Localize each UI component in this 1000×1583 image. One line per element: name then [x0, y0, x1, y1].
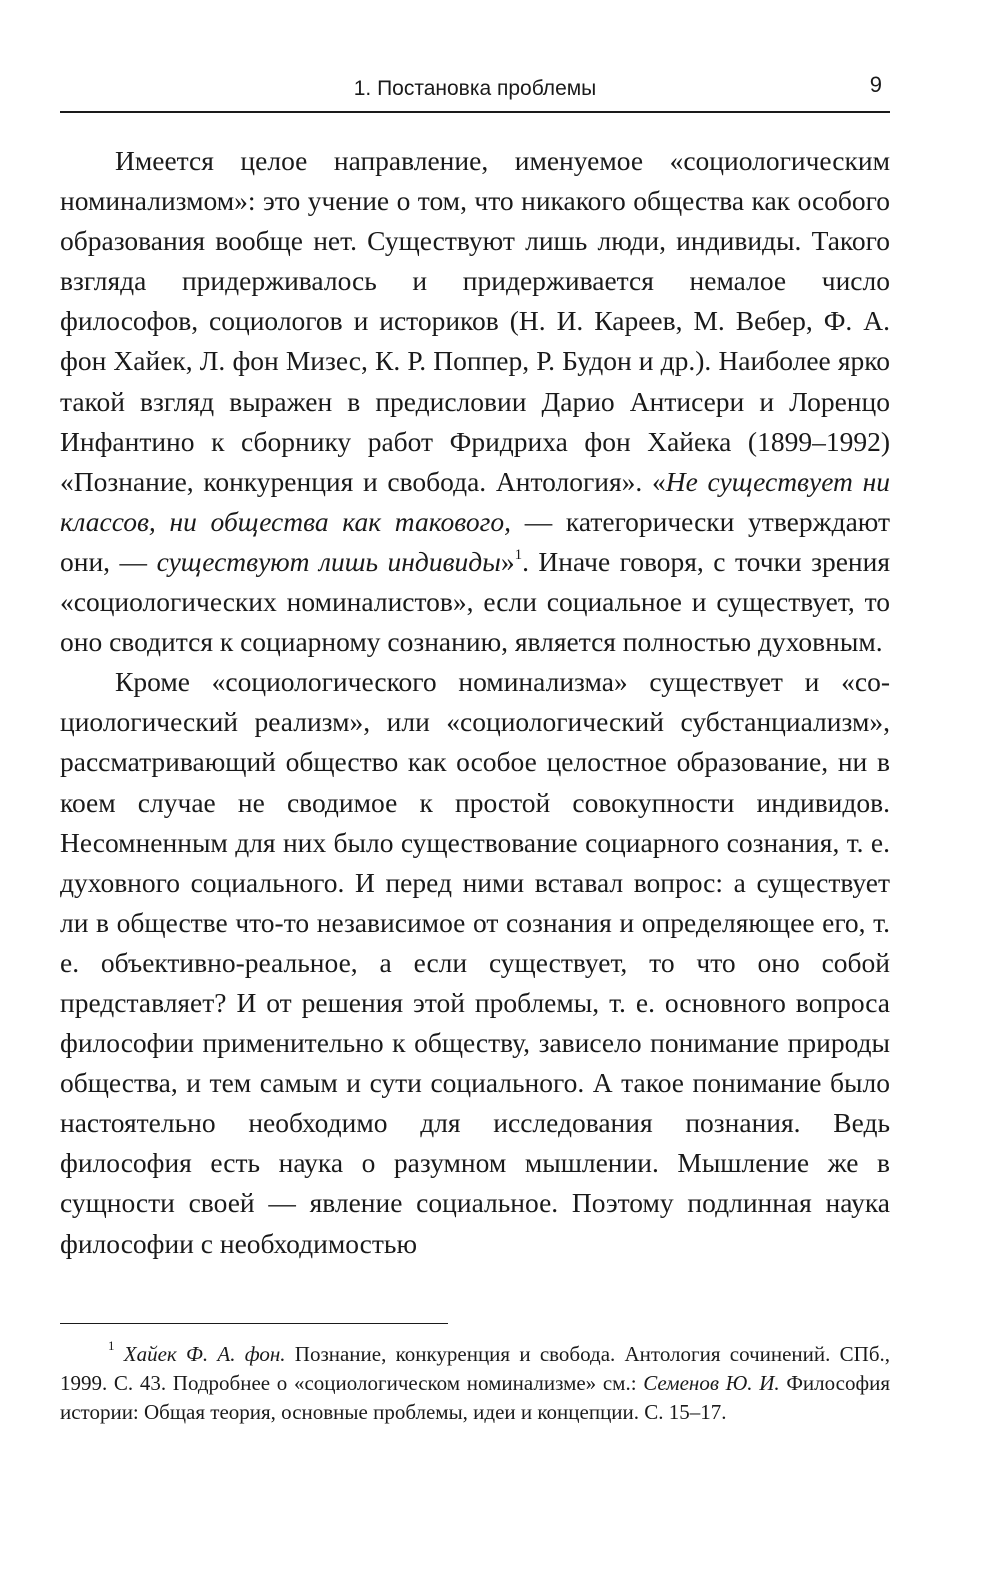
paragraph-1	[60, 141, 890, 662]
page-number: 9	[869, 72, 882, 97]
footnote-rule	[60, 1323, 448, 1324]
footnote-text-2: Философия истории: Общая теория, основные проблемы, идеи и концепции. С. 15–17.	[60, 1371, 890, 1424]
paragraph-2: Кроме «социологического номинализма» существует и «социологический реализм», или «социологический субстанциализм», рассматривающий общество как особое целостное образование, ни в коем случае не сводимое к простой совокупности индивидов. Несомненным для них было существование социарного сознания, т. е. духовного социального. И перед ними вставал вопрос: а существует ли в обществе что-то независимое от сознания и определяющее его, т. е. объективно-реальное, а если существует, то что оно собой представляет? И от решения этой проблемы, т. е. основного вопроса философии применительно к обществу, зависело понимание природы общества, и тем самым и сути социального. А такое понимание было настоятельно необходимо для исследования познания. Ведь философия есть наука о разумном мышлении. Мышление же в сущности своей — явление социальное. Поэтому подлинная наука философии с необходимостью	[60, 666, 890, 1259]
body-text	[60, 141, 890, 1264]
footnote-marker: 1	[108, 1338, 115, 1353]
paragraph-1-text-b: — категорически утверждают они, —	[60, 505, 890, 577]
paragraph-1-text-c: . Иначе говоря, с точки зрения «социологических номиналистов», если социальное и существует, то оно сводится к социарному сознанию, является полностью духовным.	[60, 545, 891, 658]
running-title: 1. Постановка проблемы	[353, 77, 597, 100]
footnote-author-2: Семенов Ю. И.	[643, 1371, 780, 1395]
quote-italic-2: существуют лишь индивиды	[156, 545, 501, 577]
footnote	[60, 1340, 890, 1427]
footnote-author-1: Хайек Ф. А. фон.	[123, 1342, 286, 1366]
header-rule	[60, 111, 890, 113]
running-header	[60, 72, 890, 106]
closing-quote: »	[500, 545, 515, 577]
footnote-reference[interactable]: 1	[514, 546, 523, 563]
footnote-text-1: Познание, конкуренция и свобода. Антология сочинений. СПб., 1999. С. 43. Подробнее о «социологическом номинализме» см.:	[60, 1342, 891, 1395]
quote-italic-1: Не существует ни классов, ни общества как такового,	[60, 465, 890, 537]
paragraph-1-text-a: Имеется целое направление, именуемое «социологическим номинализмом»: это учение о том, что никакого общества как особого образования вообще нет. Существуют лишь люди, индивиды. Такого взгляда придерживалось и придерживается немалое число философов, социологов и историков (Н. И. Кареев, М. Вебер, Ф. А. фон Хайек, Л. фон Мизес, К. Р. Поппер, Р. Будон и др.). Наиболее ярко такой взгляд выражен в предисловии Дарио Антисери и Лоренцо Инфантино к сборнику работ Фридриха фон Хайека (1899–1992) «Познание, конкуренция и свобода. Антология». «	[60, 145, 890, 497]
